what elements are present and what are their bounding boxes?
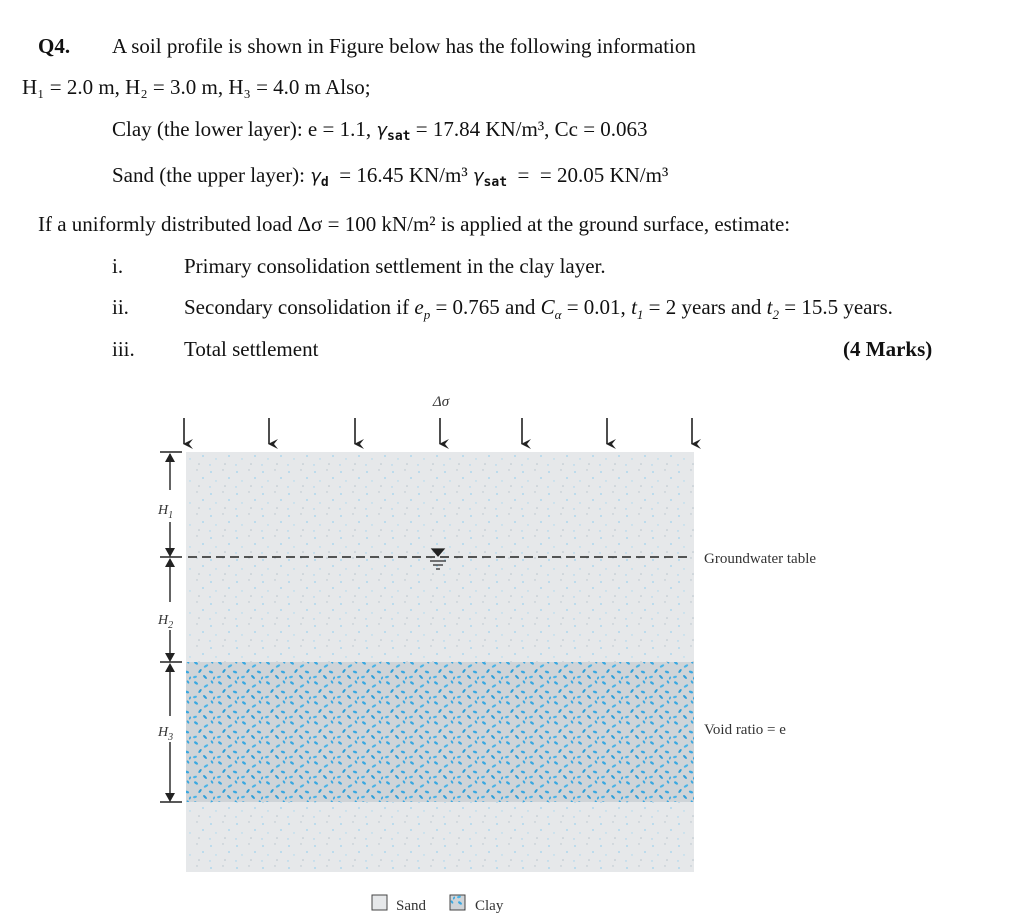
t1-symbol: t (631, 295, 637, 319)
item-numeral-ii: ii. (112, 295, 129, 319)
clay-prefix: Clay (the lower layer): e = 1.1, (112, 117, 377, 141)
item-text-i: Primary consolidation settlement in the clay layer. (184, 254, 606, 278)
item-ii-part-d: = 2 years and (643, 295, 767, 319)
clay-properties (112, 117, 648, 145)
heights-line: H₁ = 2.0 m, H₂ = 3.0 m, H₃ = 4.0 m Also; (22, 75, 371, 99)
void-ratio-label: Void ratio = e (704, 722, 786, 738)
gamma-sat-subscript-sand: sat (483, 175, 508, 190)
gamma-sat-symbol: γ (376, 120, 387, 141)
item-text-iii: Total settlement (184, 337, 319, 361)
h1-label: $H_1$ (158, 503, 174, 521)
h2-label: $H_2$ (158, 613, 174, 631)
sand-mid: = 16.45 KN/m³ (328, 163, 473, 187)
item-numeral-iii: iii. (112, 337, 135, 361)
item-numeral-i: i. (112, 254, 124, 278)
sand-properties (112, 163, 668, 191)
ep-subscript: p (423, 307, 431, 323)
ep-symbol: e (414, 295, 424, 319)
h3-label: $H_3$ (158, 725, 174, 743)
t2-symbol: t (766, 295, 773, 319)
sand-legend-swatch (372, 895, 387, 910)
t1-subscript: 1 (636, 307, 644, 323)
item-ii-part-e: = 15.5 years. (778, 295, 893, 319)
clay-layer (186, 662, 694, 802)
soil-profile-figure (0, 380, 1024, 915)
item-ii-part-c: = 0.01, (561, 295, 632, 319)
sand-prefix: Sand (the upper layer): (112, 163, 311, 187)
ca-symbol: C (540, 295, 555, 319)
gamma-sat-subscript: sat (387, 129, 411, 144)
gamma-d-symbol: γ (310, 166, 321, 187)
marks-label: (4 Marks) (843, 337, 933, 361)
ca-subscript: α (554, 307, 562, 323)
t2-subscript: 2 (772, 307, 779, 323)
lower-sand-layer (186, 802, 694, 872)
groundwater-label: Groundwater table (704, 551, 817, 567)
load-statement: If a uniformly distributed load Δσ = 100 kN/m² is applied at the ground surface, estimate: (38, 212, 791, 236)
question-intro: A soil profile is shown in Figure below has the following information (112, 34, 696, 58)
item-text-ii (184, 295, 893, 327)
sand-legend-label: Sand (396, 898, 426, 914)
gamma-sat-symbol-sand: γ (472, 166, 484, 187)
clay-legend-label: Clay (475, 898, 504, 914)
question-number: Q4. (38, 34, 71, 58)
item-ii-part-b: = 0.765 and (430, 295, 541, 319)
gamma-d-subscript: d (320, 175, 329, 190)
clay-rest: = 17.84 KN/m³, Cc = 0.063 (410, 117, 648, 141)
sand-rest: = = 20.05 KN/m³ (507, 163, 669, 187)
load-arrows (184, 418, 692, 444)
clay-legend-swatch (450, 895, 465, 910)
load-label: Δσ (432, 394, 450, 410)
item-ii-part-a: Secondary consolidation if (184, 295, 415, 319)
